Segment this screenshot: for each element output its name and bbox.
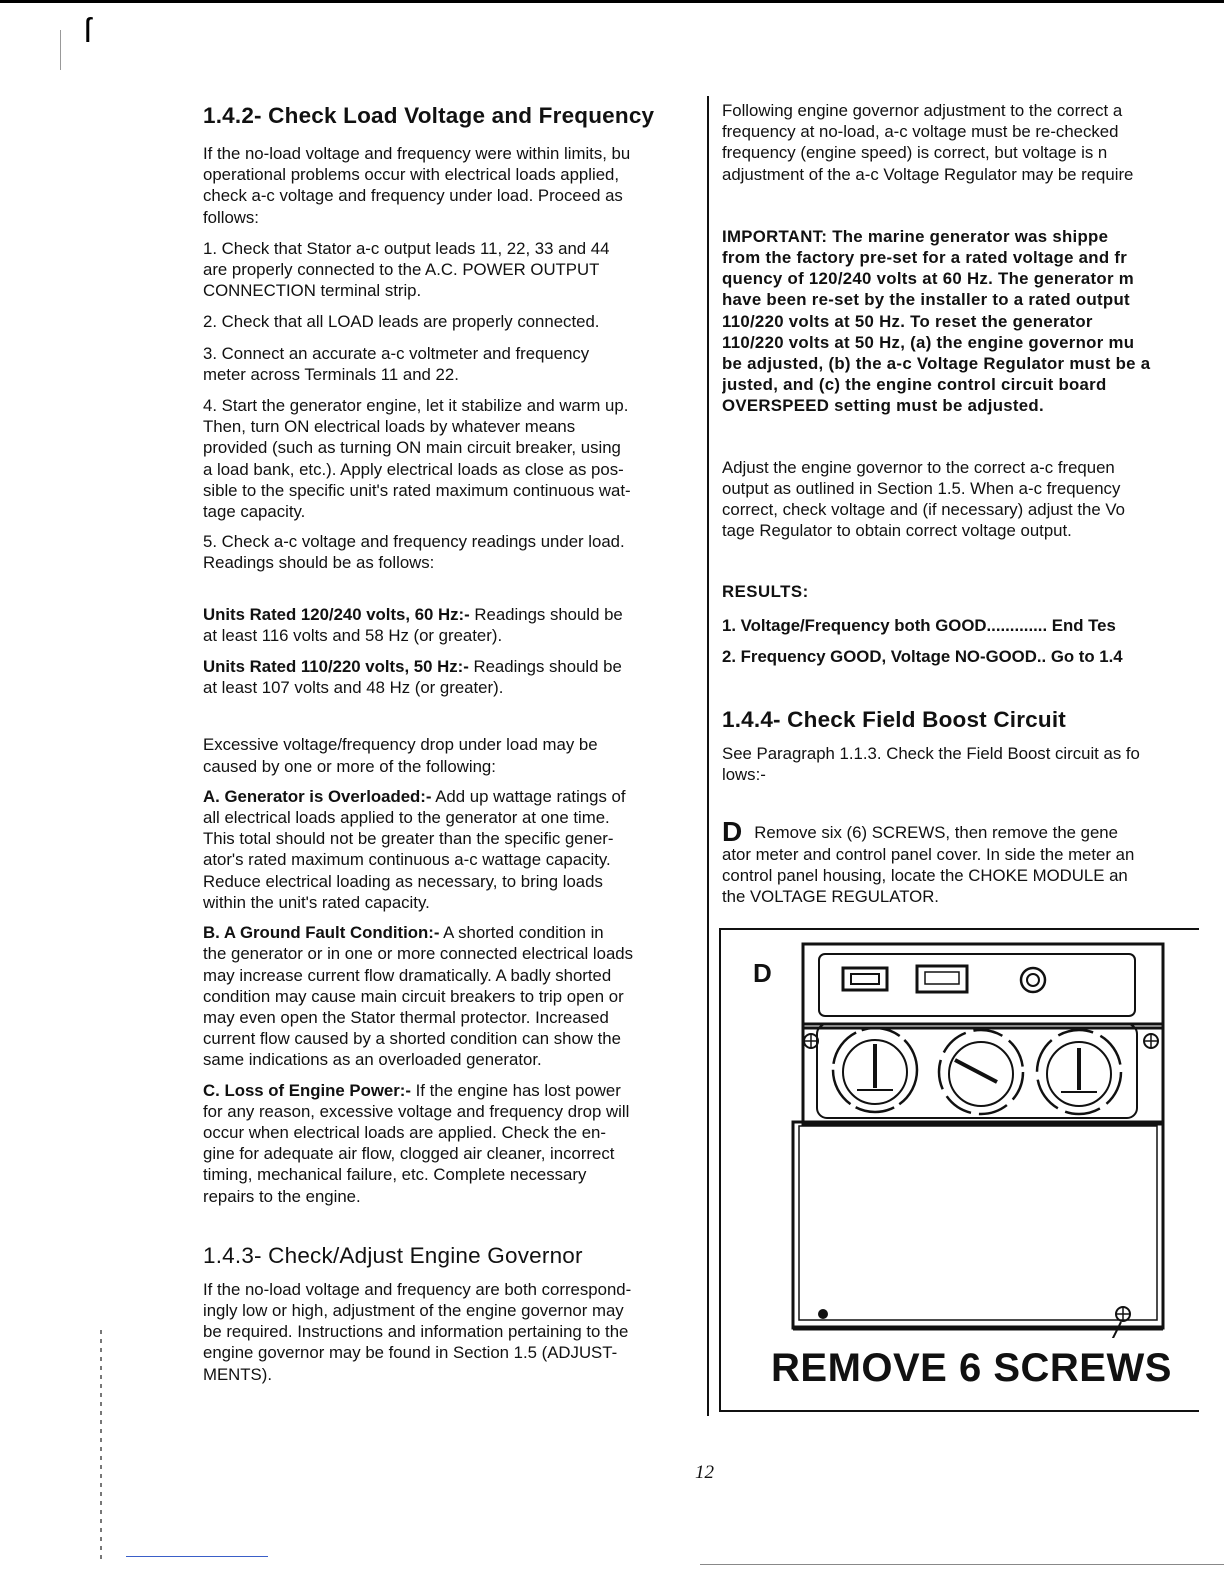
- step-d-first: Remove six (6) SCREWS, then remove the gene: [754, 823, 1118, 843]
- text-line: Then, turn ON electrical loads by whatever means: [203, 417, 576, 437]
- text-line: [722, 816, 1195, 848]
- text-line: a load bank, etc.). Apply electrical loads as close as pos-: [203, 459, 624, 479]
- cause-a-first: Add up wattage ratings of: [431, 786, 626, 806]
- units-50hz-text: Readings should be: [468, 657, 622, 677]
- text-line: Following engine governor adjustment to the correct a: [722, 101, 1123, 120]
- text-line: [203, 922, 701, 943]
- text-line: engine governor may be found in Section 1.5 (ADJUST-: [203, 1343, 618, 1363]
- text-line: quency of 120/240 volts at 60 Hz. The generator m: [722, 269, 1134, 289]
- figure-caption: REMOVE 6 SCREWS: [771, 1346, 1172, 1390]
- units-50hz-label: Units Rated 110/220 volts, 50 Hz:-: [203, 657, 469, 677]
- text-line: sible to the specific unit's rated maximum continuous wat-: [203, 480, 631, 500]
- switch-1-icon: [843, 968, 887, 990]
- text-line: be adjusted, (b) the a-c Voltage Regulator must be a: [722, 354, 1151, 374]
- text-line: justed, and (c) the engine control circuit board: [722, 375, 1107, 395]
- text-line: Reduce electrical loading as necessary, to bring loads: [203, 871, 603, 891]
- text-line: If the no-load voltage and frequency are both correspond-: [203, 1279, 632, 1299]
- results-label: RESULTS:: [722, 582, 809, 602]
- text-line: be required. Instructions and information pertaining to the: [203, 1322, 629, 1342]
- figure-border-bottom: [719, 1410, 1199, 1412]
- panel-cover: [793, 1122, 1163, 1328]
- text-line: lows:-: [722, 765, 766, 785]
- cause-a: [203, 786, 701, 913]
- text-line: See Paragraph 1.1.3. Check the Field Boost circuit as fo: [722, 744, 1140, 764]
- text-line: [203, 786, 701, 807]
- text-line: ingly low or high, adjustment of the engine governor may: [203, 1300, 624, 1320]
- result-1: 1. Voltage/Frequency both GOOD............. End Tes: [722, 615, 1116, 635]
- screw-icon: [818, 1309, 828, 1319]
- text-line: CONNECTION terminal strip.: [203, 281, 422, 301]
- cause-a-label: A. Generator is Overloaded:-: [203, 786, 432, 806]
- text-line: follows:: [203, 207, 259, 227]
- step-4: [203, 395, 701, 522]
- step-1: [203, 238, 701, 302]
- heading-1-4-3: 1.4.3- Check/Adjust Engine Governor: [203, 1242, 583, 1268]
- text-line: This total should not be greater than the specific gener-: [203, 829, 614, 849]
- cause-c: [203, 1080, 701, 1207]
- figure-letter: D: [753, 958, 772, 988]
- text-line: occur when electrical loads are applied. Check the en-: [203, 1122, 606, 1142]
- text-line: may even open the Stator thermal protector. Increased: [203, 1007, 609, 1027]
- text-line: IMPORTANT: The marine generator was shippe: [722, 226, 1109, 246]
- text-line: current flow caused by a shorted condition can show the: [203, 1029, 621, 1049]
- text-line: 1. Check that Stator a-c output leads 11, 22, 33 and 44: [203, 238, 610, 258]
- text-line: may increase current flow dramatically. A badly shorted: [203, 965, 612, 985]
- page-top-edge: [0, 0, 1224, 3]
- step-d-letter: D: [722, 816, 743, 848]
- heading-1-4-2: 1.4.2- Check Load Voltage and Frequency: [203, 103, 655, 128]
- units-60hz: [203, 604, 701, 646]
- text-line: from the factory pre-set for a rated voltage and fr: [722, 248, 1128, 268]
- text-line: at least 107 volts and 48 Hz (or greater).: [203, 678, 504, 698]
- page-number: 12: [695, 1462, 714, 1483]
- text-line: Adjust the engine governor to the correct a-c frequen: [722, 457, 1115, 477]
- text-line: output as outlined in Section 1.5. When a-c frequency: [722, 478, 1121, 498]
- text-line: ator's rated maximum continuous a-c wattage capacity.: [203, 850, 611, 870]
- control-panel-drawing: [719, 928, 1199, 1338]
- left-column: [203, 100, 701, 1385]
- units-60hz-text: Readings should be: [469, 604, 623, 624]
- step-2: [203, 311, 701, 332]
- text-line: are properly connected to the A.C. POWER OUTPUT: [203, 260, 600, 280]
- text-line: frequency at no-load, a-c voltage must be re-checked: [722, 122, 1119, 142]
- text-line: frequency (engine speed) is correct, but voltage is n: [722, 143, 1108, 163]
- text-line: 2. Check that all LOAD leads are properly connected.: [203, 312, 600, 332]
- step-5: [203, 531, 701, 573]
- text-line: If the no-load voltage and frequency were within limits, bu: [203, 144, 631, 163]
- text-line: meter across Terminals 11 and 22.: [203, 364, 459, 384]
- units-60hz-label: Units Rated 120/240 volts, 60 Hz:-: [203, 604, 470, 624]
- scan-artifact-line: [60, 30, 61, 70]
- right-column: [722, 100, 1195, 907]
- text-line: caused by one or more of the following:: [203, 756, 496, 776]
- text-line: MENTS).: [203, 1364, 272, 1384]
- units-50hz: [203, 656, 701, 698]
- scan-artifact: ſ: [84, 12, 92, 50]
- text-line: tage capacity.: [203, 502, 306, 522]
- text-line: at least 116 volts and 58 Hz (or greater).: [203, 625, 503, 645]
- governor-paragraph: [203, 1279, 701, 1385]
- text-line: the generator or in one or more connected electrical loads: [203, 944, 634, 964]
- result-2: 2. Frequency GOOD, Voltage NO-GOOD.. Go to 1.4: [722, 646, 1123, 666]
- text-line: [203, 656, 701, 677]
- text-line: control panel housing, locate the CHOKE MODULE an: [722, 865, 1128, 885]
- cause-b: [203, 922, 701, 1070]
- text-line: within the unit's rated capacity.: [203, 892, 430, 912]
- text-line: [203, 1080, 701, 1101]
- adjust-paragraph: [722, 457, 1195, 542]
- cause-c-label: C. Loss of Engine Power:-: [203, 1080, 411, 1100]
- excessive-drop: [203, 734, 701, 776]
- text-line: condition may cause main circuit breakers to trip open or: [203, 986, 624, 1006]
- text-line: OVERSPEED setting must be adjusted.: [722, 396, 1044, 416]
- column-divider: [707, 96, 709, 1416]
- text-line: 5. Check a-c voltage and frequency readings under load.: [203, 532, 625, 552]
- text-line: gine for adequate air flow, clogged air cleaner, incorrect: [203, 1144, 615, 1164]
- text-line: have been re-set by the installer to a rated output: [722, 290, 1130, 310]
- heading-1-4-4: 1.4.4- Check Field Boost Circuit: [722, 707, 1066, 733]
- indicator-lamp-icon: [1021, 968, 1045, 992]
- step-d: [722, 816, 1195, 907]
- figure-remove-screws: [719, 928, 1199, 1412]
- see-paragraph: [722, 743, 1195, 785]
- cause-b-label: B. A Ground Fault Condition:-: [203, 923, 440, 943]
- binding-edge: [100, 1330, 102, 1560]
- text-line: 110/220 volts at 50 Hz. To reset the generator: [722, 311, 1093, 331]
- text-line: the VOLTAGE REGULATOR.: [722, 887, 939, 907]
- footer-rule-2: [700, 1564, 1224, 1565]
- text-line: Readings should be as follows:: [203, 553, 435, 573]
- cause-c-first: If the engine has lost power: [410, 1080, 621, 1100]
- text-line: same indications as an overloaded generator.: [203, 1050, 542, 1070]
- text-line: correct, check voltage and (if necessary) adjust the Vo: [722, 500, 1125, 520]
- cause-b-first: A shorted condition in: [439, 923, 604, 943]
- text-line: adjustment of the a-c Voltage Regulator may be require: [722, 164, 1134, 184]
- text-line: check a-c voltage and frequency under load. Proceed as: [203, 186, 623, 206]
- text-line: timing, mechanical failure, etc. Complete necessary: [203, 1165, 587, 1185]
- text-line: tage Regulator to obtain correct voltage output.: [722, 521, 1072, 541]
- text-line: 3. Connect an accurate a-c voltmeter and frequency: [203, 343, 590, 363]
- following-paragraph: [722, 100, 1195, 185]
- text-line: 4. Start the generator engine, let it stabilize and warm up.: [203, 396, 629, 416]
- text-line: repairs to the engine.: [203, 1186, 361, 1206]
- text-line: provided (such as turning ON main circuit breaker, using: [203, 438, 621, 458]
- text-line: [203, 604, 701, 625]
- text-line: ator meter and control panel cover. In side the meter an: [722, 844, 1135, 864]
- step-3: [203, 343, 701, 385]
- text-line: for any reason, excessive voltage and frequency drop will: [203, 1101, 630, 1121]
- important-note: [722, 226, 1195, 417]
- text-line: operational problems occur with electrical loads applied,: [203, 165, 620, 185]
- text-line: all electrical loads applied to the generator at one time.: [203, 808, 610, 828]
- intro-paragraph: [203, 143, 701, 228]
- results: [722, 581, 1195, 667]
- text-line: 110/220 volts at 50 Hz, (a) the engine governor mu: [722, 332, 1135, 352]
- footer-rule: [126, 1556, 268, 1557]
- text-line: Excessive voltage/frequency drop under load may be: [203, 735, 598, 755]
